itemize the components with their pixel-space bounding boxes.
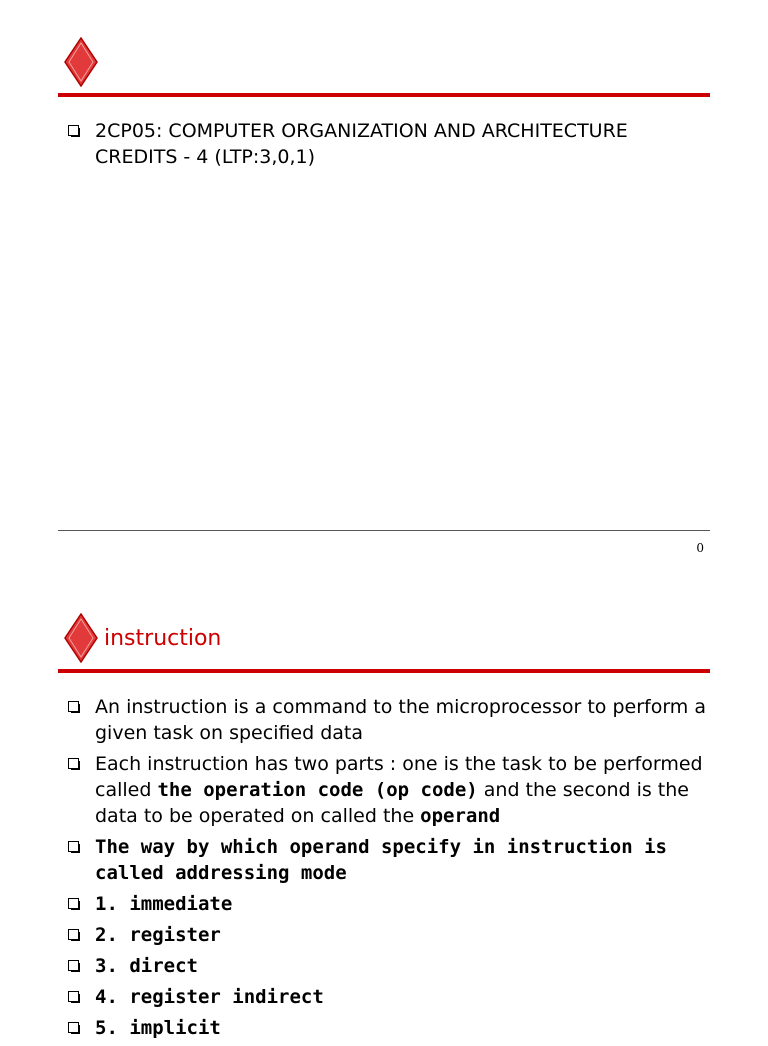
bullet-text: 5. implicit (95, 1017, 221, 1039)
list-item (66, 118, 716, 170)
bullet-box-icon (68, 898, 79, 909)
title-underline (58, 669, 710, 673)
bullet-box-icon (68, 701, 79, 712)
footer-divider (58, 530, 710, 531)
page-number: 0 (696, 541, 704, 555)
bullet-box-icon (68, 125, 79, 136)
bullet-text: 1. immediate (95, 893, 233, 915)
bullet-text: 2. register (95, 924, 221, 946)
bullet-box-icon (68, 991, 79, 1002)
diamond-icon (64, 37, 98, 87)
bullet-bold-term: the operation code (op code) (157, 779, 478, 801)
slide-2 (0, 575, 768, 1039)
bullet-text: Each instruction has two parts : one is the task to be performed called (95, 753, 703, 801)
title-underline (58, 93, 710, 97)
bullet-line: CREDITS - 4 (LTP:3,0,1) (95, 146, 316, 168)
bullet-text: An instruction is a command to the microprocessor to perform a given task on specified data (95, 696, 706, 744)
bullet-box-icon (68, 960, 79, 971)
list-item (66, 922, 716, 948)
list-item (66, 984, 716, 1010)
bullet-bold-term: operand (420, 805, 501, 827)
bullet-box-icon (68, 758, 79, 769)
bullet-list (66, 694, 716, 1046)
bullet-text: 4. register indirect (95, 986, 324, 1008)
bullet-box-icon (68, 841, 79, 852)
list-item (66, 834, 716, 886)
bullet-box-icon (68, 929, 79, 940)
list-item (66, 891, 716, 917)
list-item (66, 953, 716, 979)
bullet-text: and the second is the data to be operated on called the (95, 779, 689, 827)
list-item (66, 1015, 716, 1041)
slide-title: instruction (104, 626, 222, 651)
bullet-list (66, 118, 716, 175)
diamond-icon (64, 613, 98, 663)
list-item (66, 751, 716, 829)
bullet-text: 3. direct (95, 955, 198, 977)
bullet-line: 2CP05: COMPUTER ORGANIZATION AND ARCHITECTURE (95, 120, 628, 142)
bullet-text: The way by which operand specify in instruction is called addressing mode (95, 836, 667, 884)
list-item (66, 694, 716, 746)
